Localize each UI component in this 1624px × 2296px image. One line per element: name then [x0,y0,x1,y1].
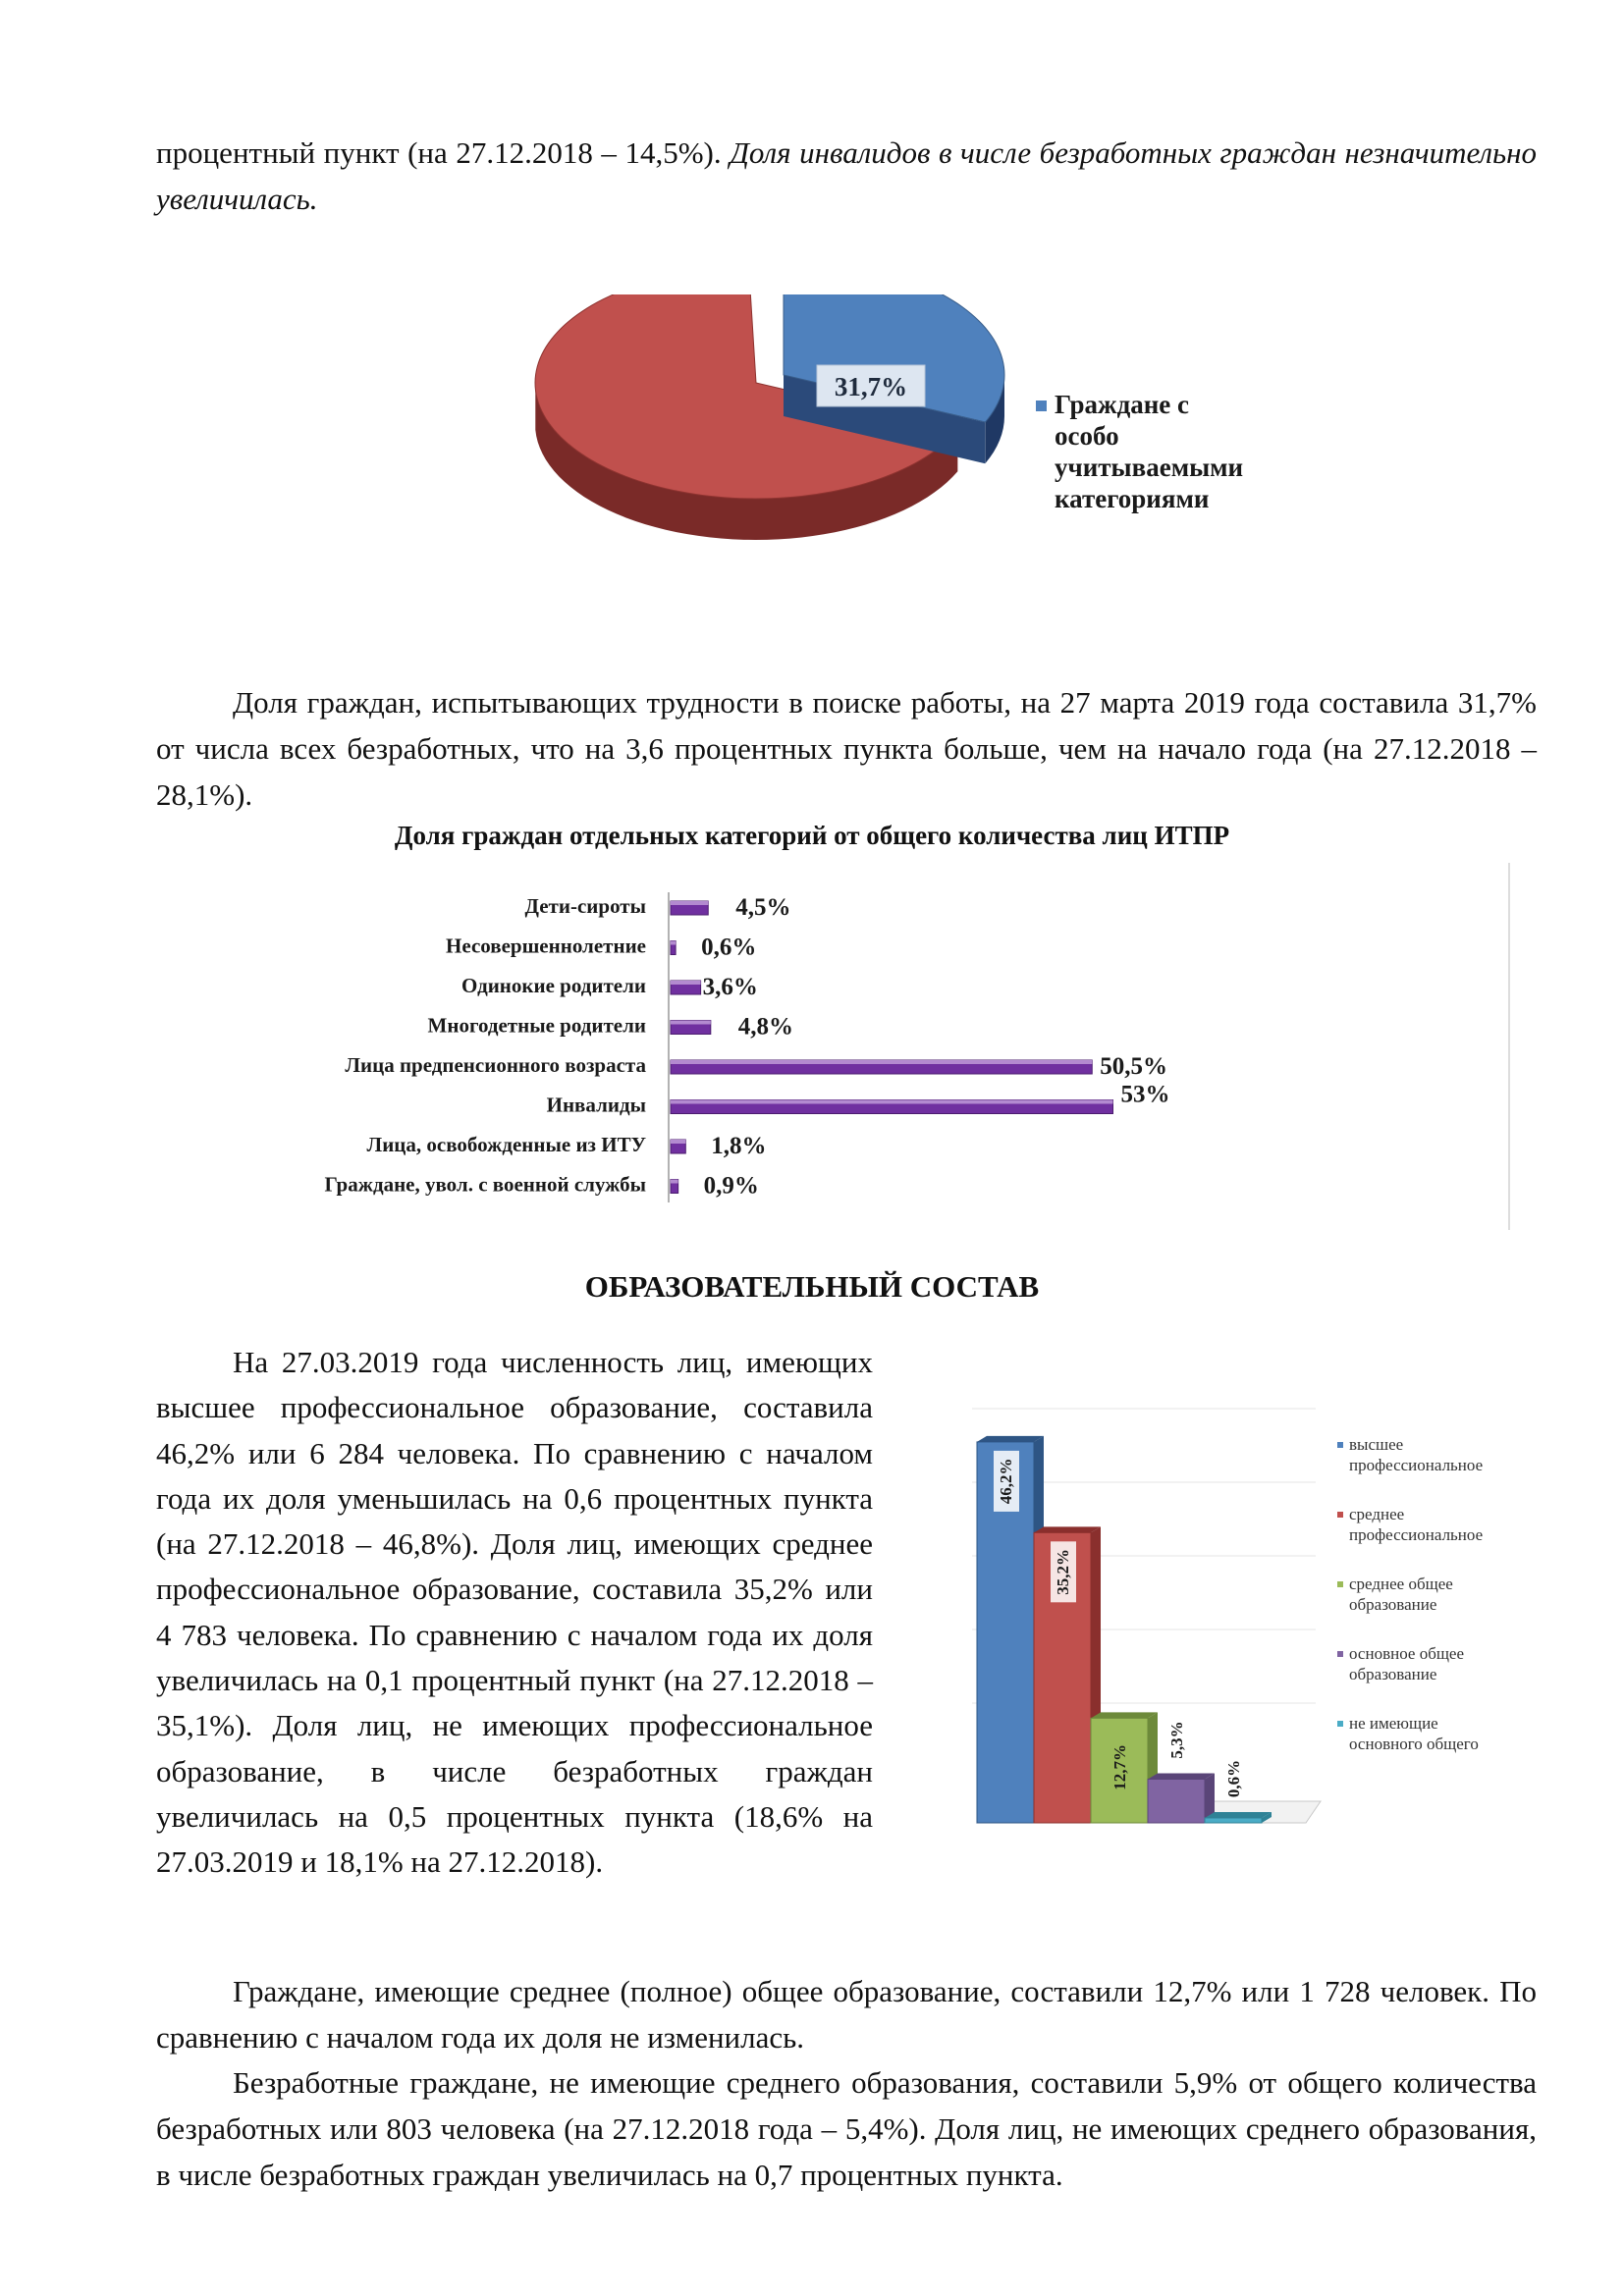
paragraph-intro-normal: процентный пункт (на 27.12.2018 – 14,5%). [156,135,722,170]
hbar-marks [325,894,1170,1200]
vbar-data-label: 0,6% [1224,1759,1243,1798]
vbar-bar-top [1148,1773,1215,1779]
vbar-legend-text: среднее профессиональное [1349,1505,1484,1544]
hbar-category-label: Одинокие родители [461,974,646,997]
vbar-bar [1205,1818,1262,1823]
hbar-data-label: 53% [1120,1081,1170,1108]
hbar-category-label: Лица, освобожденные из ИТУ [366,1133,646,1156]
vbar-legend-swatch [1337,1442,1343,1448]
pie-chart [530,294,1316,638]
paragraph-education: На 27.03.2019 года численность лиц, имеющих высшее профессиональное образование, составила 46,2% или 6 284 человека. По сравнению с началом года их доля уменьшилась на 0,6 процентных пункта (на 27.12.2018 – 46,8%). Доля лиц, имеющих среднее профессиональное образование, составила 35,2% или 4 783 человека. По сравнению с началом года их доля увеличилась на 0,1 процентный пункт (на 27.12.2018 – 35,1%). Доля лиц, не имеющих профессиональное образование, в числе безработных граждан увеличилась на 0,5 процентных пункта (18,6% на 27.03.2019 и 18,1% на 27.12.2018). [156,1345,873,1880]
vbar-legend-text: среднее общее образование [1349,1575,1453,1614]
hbar-chart-title: Доля граждан отдельных категорий от общего количества лиц ИТПР [394,821,1230,850]
vbar-legend-text: не имеющие основного общего [1349,1714,1479,1753]
vbar-bar-top [1034,1526,1101,1532]
hbar-data-label: 0,6% [701,934,757,961]
hbar-data-label: 3,6% [702,974,758,1000]
pie-value-label: 31,7% [834,372,908,401]
vbar-legend-text: высшее профессиональное [1349,1435,1484,1474]
vbar-legend-swatch [1337,1512,1343,1518]
hbar-bar-highlight [671,1060,1092,1064]
vbar-legend-swatch [1337,1581,1343,1587]
pie-legend-swatch [1036,400,1047,411]
paragraph-intro-italic: Доля инвалидов в числе безработных граждан незначительно увеличилась. [156,135,1537,216]
vbar-legend [1337,1435,1483,1753]
paragraph-difficulty: Доля граждан, испытывающих трудности в поиске работы, на 27 марта 2019 года составила 31,7% от числа всех безработных, что на 3,6 процентных пункта больше, чем на начало года (на 27.12.2018 – 28,1%). [156,685,1537,812]
hbar-category-label: Граждане, увол. с военной службы [324,1172,646,1197]
vbar-bar-top [1205,1812,1272,1818]
hbar-category-label: Дети-сироты [524,894,646,918]
vbar-bar-top [977,1436,1044,1442]
vbar-legend-swatch [1337,1651,1343,1657]
hbar-chart [157,859,1512,1232]
hbar-data-label: 4,5% [735,894,791,921]
hbar-bar-highlight [671,981,701,985]
hbar-bar-highlight [671,1180,678,1184]
hbar-bar-highlight [671,1100,1113,1104]
hbar-data-label: 4,8% [737,1013,794,1041]
hbar-data-label: 1,8% [711,1133,767,1159]
hbar-data-label: 0,9% [703,1172,759,1200]
vbar-legend-swatch [1337,1721,1343,1727]
hbar-bar-highlight [671,1140,685,1144]
paragraph-intro [156,130,1537,222]
hbar-data-label: 50,5% [1100,1053,1167,1080]
paragraph-no-secondary: Безработные граждане, не имеющие среднего образования, составили 5,9% от общего количества безработных или 803 человека (на 27.12.2018 года – 5,4%). Доля лиц, не имеющих среднего образования, в числе безработных граждан увеличилась на 0,7 процентных пункта. [156,2065,1537,2192]
vbar-data-label: 46,2% [997,1458,1015,1505]
pie-slices [535,294,1004,540]
vbar-data-label: 35,2% [1054,1548,1072,1595]
vbar-bar-top [1091,1712,1158,1718]
hbar-bar-highlight [671,901,708,905]
vbar-legend-text: основное общее образование [1349,1644,1465,1683]
hbar-bar-highlight [671,1021,711,1025]
vbar-bar [1148,1779,1205,1823]
hbar-category-label: Инвалиды [546,1093,646,1117]
pie-legend-text: Граждане с особо учитываемыми категориями [1055,390,1244,513]
hbar-category-label: Лица предпенсионного возраста [345,1053,646,1077]
hbar-category-label: Несовершеннолетние [446,934,646,958]
vbar-data-label: 5,3% [1167,1721,1186,1759]
paragraph-secondary: Граждане, имеющие среднее (полное) общее образование, составили 12,7% или 1 728 человек. По сравнению с началом года их доля не изменилась. [156,1974,1537,2055]
vbar-chart [923,1369,1551,1841]
hbar-bar-highlight [671,941,676,945]
section-heading: ОБРАЗОВАТЕЛЬНЫЙ СОСТАВ [584,1269,1040,1304]
vbar-data-label: 12,7% [1110,1743,1129,1790]
hbar-category-label: Многодетные родители [427,1013,646,1038]
